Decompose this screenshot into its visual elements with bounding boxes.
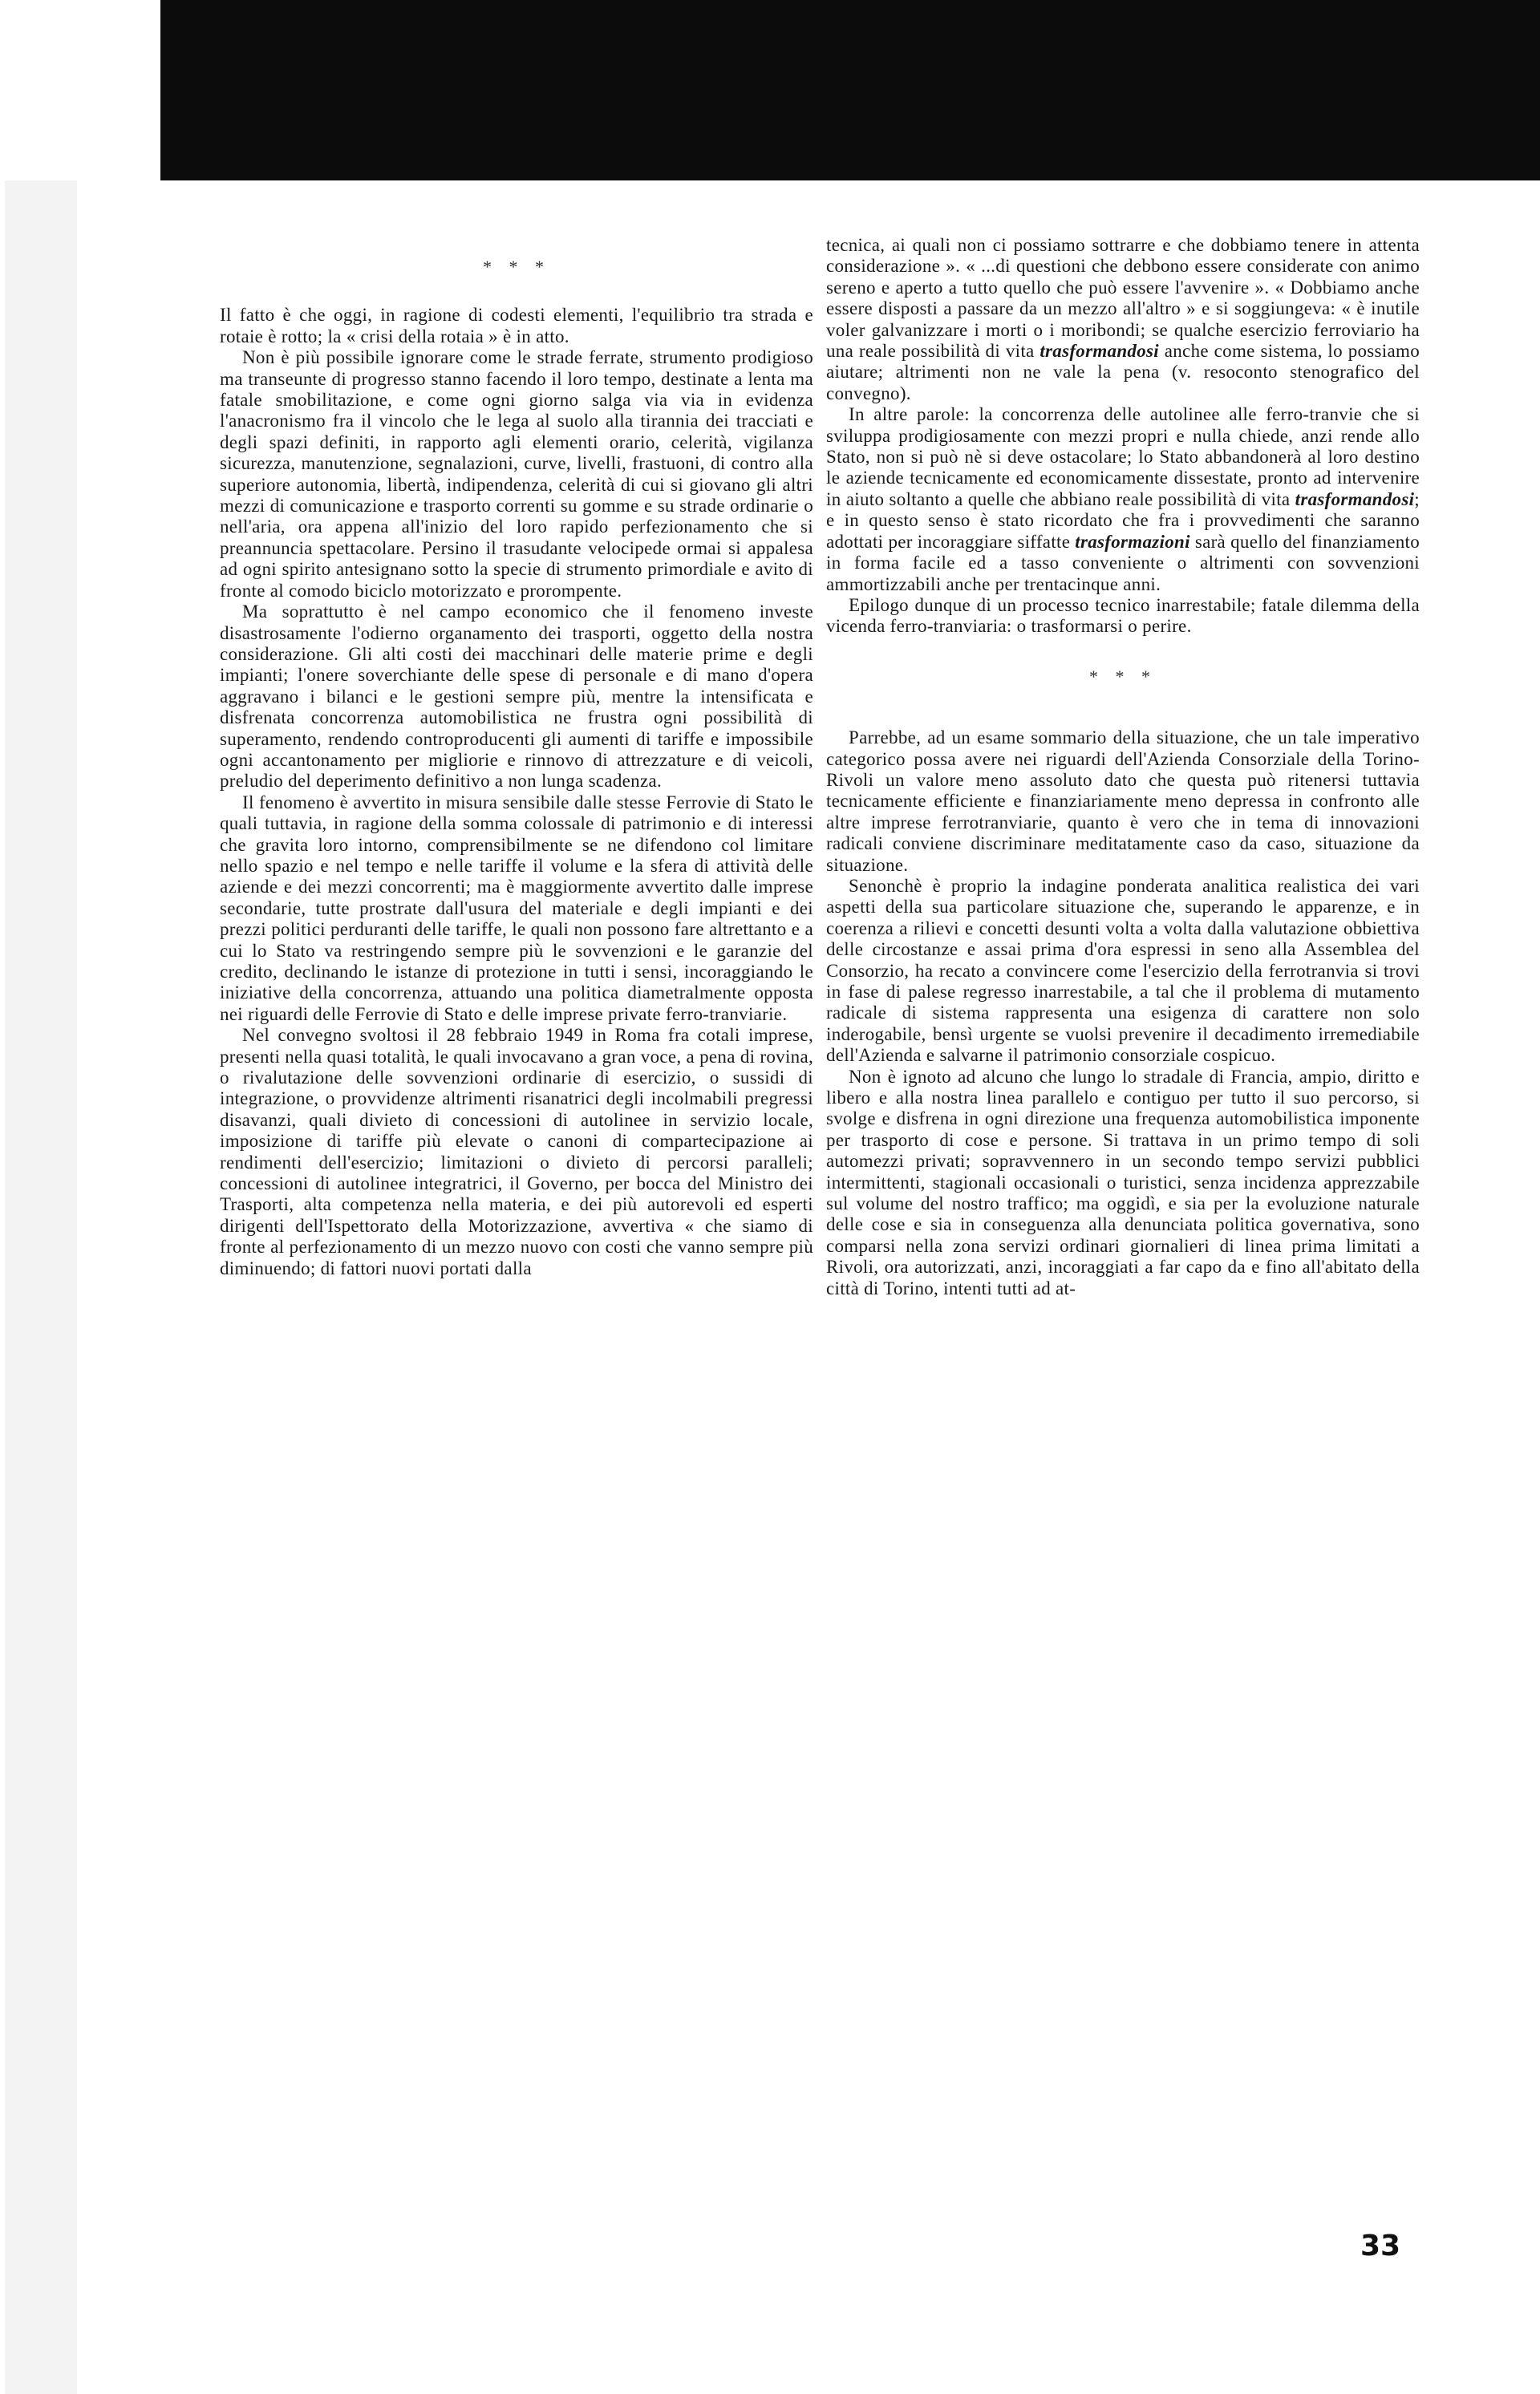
text-run: In altre parole: la concorrenza delle autolinee alle ferro-tranvie che si sviluppa prodigiosamente con mezzi propri e nulla chiede, anzi rende allo Stato, non si può nè si deve ostacolare; lo Stato abbandonerà al loro destino le aziende tecnicamente ed economicamente dissestate, pronto ad intervenire in aiuto soltanto a quelle che abbiano reale possibilità di vita xyxy=(826,404,1420,509)
left-column xyxy=(220,257,813,1279)
paragraph: Non è ignoto ad alcuno che lungo lo stradale di Francia, ampio, diritto e libero e alla nostra linea parallelo e contiguo per tutto il suo percorso, si svolge e disfrena in ogni direzione una frequenza automobilistica imponente per trasporto di cose e persone. Si trattava in un primo tempo di soli automezzi privati; sopravvennero in un secondo tempo servizi pubblici intermittenti, stagionali occasionali o turistici, senza incidenza apprezzabile sul volume del nostro traffico; ma oggidì, e sia per la evoluzione naturale delle cose e sia in conseguenza alla denunciata politica governativa, sono comparsi nella zona servizi ordinari giornalieri di linea prima limitati a Rivoli, ora autorizzati, anzi, incoraggiati a far capo da e fino all'abitato della città di Torino, intenti tutti ad at- xyxy=(826,1066,1420,1298)
text-run: ; e in questo senso è stato ricordato che fra i provvedimenti che saranno adottati per incoraggiare siffatte xyxy=(826,488,1420,552)
text-run: tecnica, ai quali non ci possiamo sottrarre e che dobbiamo tenere in attenta considerazione ». « ...di questioni che debbono essere considerate con animo sereno e aperto a tutto quello che può essere l'avvenire ». « Dobbiamo anche essere disposti a passare da un mezzo all'altro » e si soggiungeva: « è inutile voler galvanizzare i morti o i moribondi; se qualche esercizio ferroviario ha una reale possibilità di vita xyxy=(826,235,1420,362)
page-gutter xyxy=(5,180,77,2394)
text-run: sarà quello del finanziamento in forma facile ed a tasso conveniente o altrimenti con sovvenzioni ammortizzabili anche per trentacinque anni. xyxy=(826,531,1420,594)
text-run: anche come sistema, lo possiamo aiutare; altrimenti non ne vale la pena (v. resoconto stenografico del convegno). xyxy=(826,341,1420,403)
paragraph xyxy=(826,404,1420,595)
paragraph: Il fenomeno è avvertito in misura sensibile dalle stesse Ferrovie di Stato le quali tuttavia, in ragione della somma colossale di patrimonio e di interessi che gravita loro intorno, comprensibilmente se ne difendono col limitare nello spazio e nel tempo e nelle tariffe il volume e la sfera di attività delle aziende e dei mezzi concorrenti; ma è maggiormente avvertito dalle imprese secondarie, tutte prostrate dall'usura del materiale e degli impianti e dei prezzi politici perduranti delle tariffe, le quali non possono fare altrettanto e a cui lo Stato va restringendo sempre più le sovvenzioni e le garanzie del credito, declinando le istanze di protezione in tutti i sensi, incoraggiando le iniziative della concorrenza, attuando una politica diametralmente opposta nei riguardi delle Ferrovie di Stato e delle imprese private ferro-tranviarie. xyxy=(220,792,813,1024)
section-divider: * * * xyxy=(1089,666,1157,687)
page-number: 33 xyxy=(1360,2230,1401,2262)
scan-corner-notch xyxy=(0,0,160,184)
paragraph: Parrebbe, ad un esame sommario della situazione, che un tale imperativo categorico possa avere nei riguardi dell'Azienda Consorziale della Torino-Rivoli un valore meno assoluto dato che questa può ritenersi tuttavia tecnicamente efficiente e finanziariamente meno depressa in confronto alle altre imprese ferrotranviarie, quanto è vero che in tema di innovazioni radicali conviene discriminare meditatamente caso da caso, situazione da situazione. xyxy=(826,727,1420,875)
italic-term: trasformazioni xyxy=(1075,531,1190,552)
section-divider: * * * xyxy=(483,257,550,277)
paragraph: Non è più possibile ignorare come le strade ferrate, strumento prodigioso ma transeunte di progresso stanno facendo il loro tempo, destinate a lenta ma fatale smobilitazione, e come ogni giorno salga via via in evidenza l'anacronismo fra il vincolo che le lega al suolo alla tirannia dei tracciati e degli spazi definiti, in rapporto agli elementi orario, celerità, vigilanza sicurezza, manutenzione, segnalazioni, curve, livelli, frastuoni, di contro alla superiore autonomia, libertà, indipendenza, celerità di cui si giovano gli altri mezzi di comunicazione e trasporto correnti su gomme e su strade ordinarie o nell'aria, ora appena all'inizio del loro rapido perfezionamento che si preannuncia spettacolare. Persino il trasudante velocipede ormai si appalesa ad ogni spirito antesignano sotto la specie di strumento primordiale e avito di fronte al comodo biciclo motorizzato e prorompente. xyxy=(220,347,813,601)
paragraph xyxy=(826,235,1420,404)
scan-top-border xyxy=(0,0,1540,184)
paragraph: Epilogo dunque di un processo tecnico inarrestabile; fatale dilemma della vicenda ferro-tranviaria: o trasformarsi o perire. xyxy=(826,594,1420,637)
right-column xyxy=(826,235,1420,1299)
paragraph: Ma soprattutto è nel campo economico che il fenomeno investe disastrosamente l'odierno organamento dei trasporti, oggetto della nostra considerazione. Gli alti costi dei macchinari delle materie prime e degli impianti; l'onere soverchiante delle spese di personale e di mano d'opera aggravano i bilanci e le gestioni sempre più, mentre la intensificata e disfrenata concorrenza automobilistica ne frustra ogni possibilità di superamento, rendendo controproducenti gli aumenti di tariffe e impossibile ogni accantonamento per migliorie e rinnovo di attrezzature e di veicoli, preludio del deperimento definitivo a non lunga scadenza. xyxy=(220,602,813,792)
paragraph: Il fatto è che oggi, in ragione di codesti elementi, l'equilibrio tra strada e rotaie è rotto; la « crisi della rotaia » è in atto. xyxy=(220,305,813,346)
document-page xyxy=(72,180,1540,2394)
paragraph: Nel convegno svoltosi il 28 febbraio 1949 in Roma fra cotali imprese, presenti nella quasi totalità, le quali invocavano a gran voce, a pena di rovina, o rivalutazione delle sovvenzioni ordinarie di esercizio, o sussidi di integrazione, o provvidenze altrimenti risanatrici degli incolmabili pregressi disavanzi, quali divieto di concessioni di autolinee in servizio locale, imposizione di tariffe più elevate o canoni di compartecipazione ai rendimenti dell'esercizio; limitazioni o divieto di percorsi paralleli; concessioni di autolinee integratrici, il Governo, per bocca del Ministro dei Trasporti, alta competenza nella materia, e dei più autorevoli ed esperti dirigenti dell'Ispettorato della Motorizzazione, avvertiva « che siamo di fronte al perfezionamento di un mezzo nuovo con costi che vanno sempre più diminuendo; di fattori nuovi portati dalla xyxy=(220,1025,813,1278)
paragraph: Senonchè è proprio la indagine ponderata analitica realistica dei vari aspetti della sua particolare situazione che, superando le apparenze, e in coerenza a rilievi e concetti desunti volta a volta dalla valutazione obbiettiva delle circostanze e assai prima d'ora espressi in seno alla Assemblea del Consorzio, ha recato a convincere come l'esercizio della ferrotranvia si trovi in fase di palese regresso inarrestabile, a tal che il problema di mutamento radicale di sistema rappresenta una esigenza di carattere non solo inderogabile, bensì urgente se vuolsi prevenire il decadimento irremediabile dell'Azienda e salvarne il patrimonio consorziale cospicuo. xyxy=(826,875,1420,1066)
italic-term: trasformandosi xyxy=(1040,341,1159,362)
italic-term: trasformandosi xyxy=(1295,488,1415,509)
